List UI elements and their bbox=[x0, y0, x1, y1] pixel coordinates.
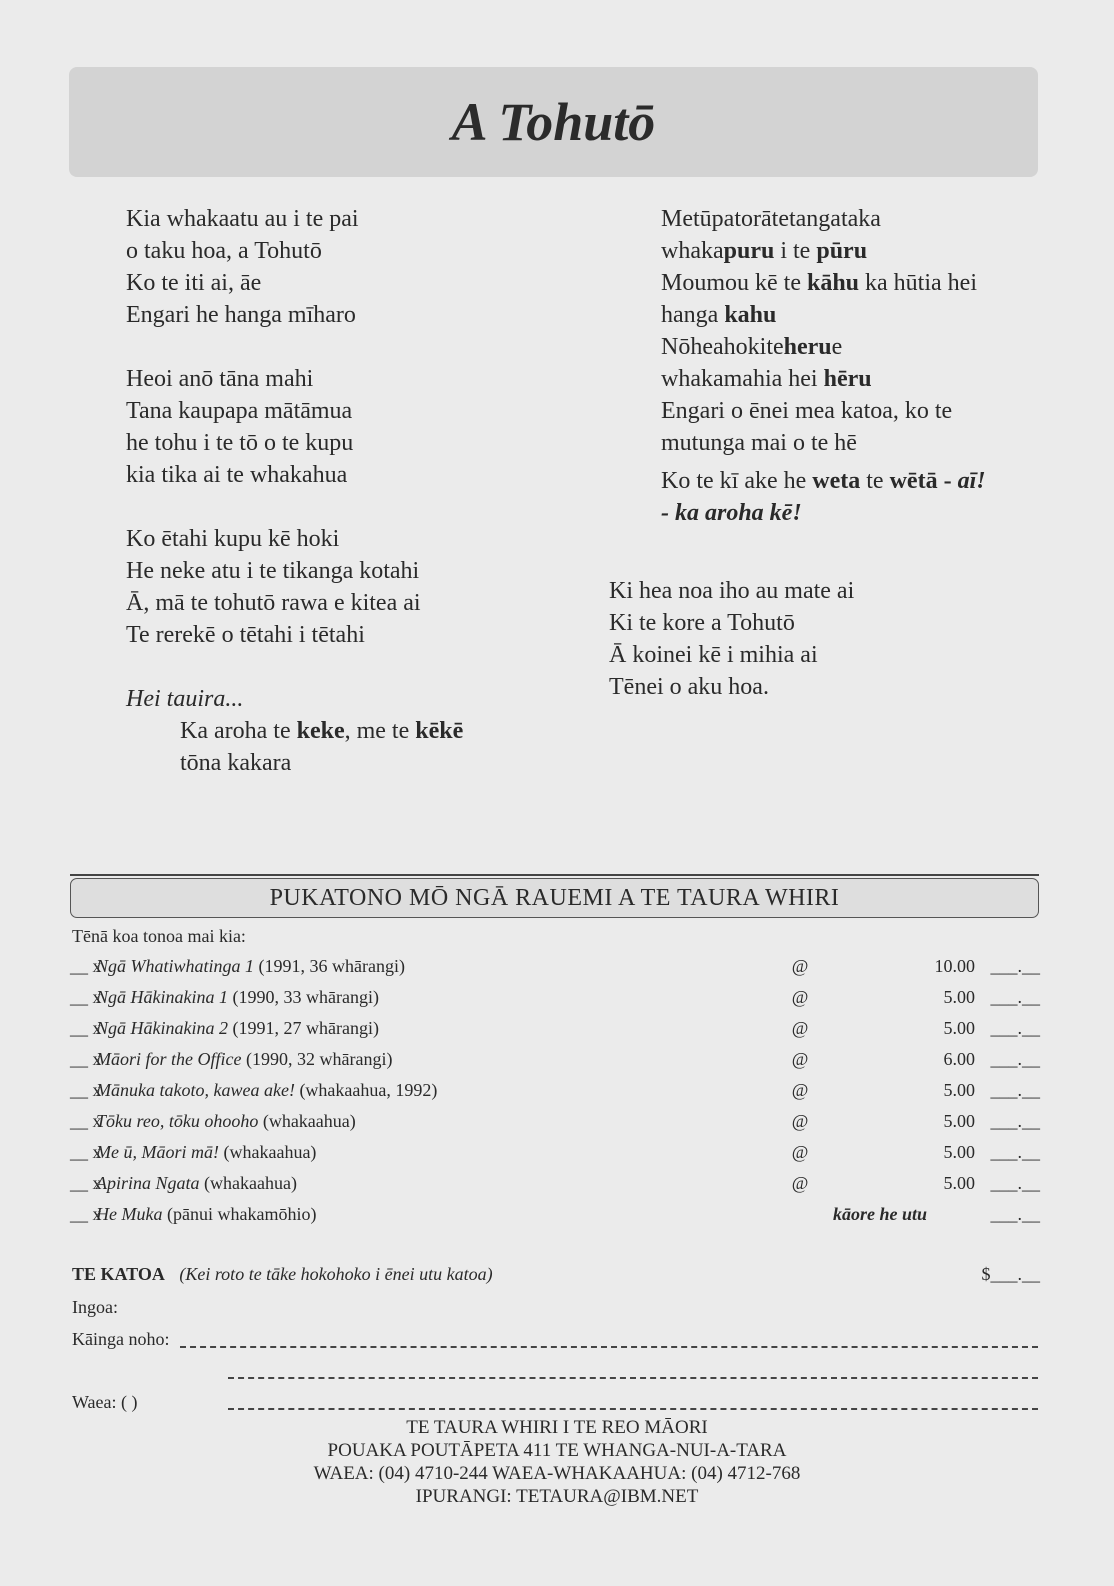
order-item-row bbox=[70, 1080, 1040, 1104]
quantity-field[interactable]: __ x bbox=[70, 1173, 102, 1193]
phone-field-line[interactable] bbox=[228, 1408, 1038, 1410]
item-description: Ngā Hākinakina 1 (1990, 33 whārangi) bbox=[96, 987, 379, 1007]
total-note: (Kei roto te tāke hokohoko i ēnei utu katoa) bbox=[179, 1264, 493, 1284]
order-item-row bbox=[70, 956, 1040, 980]
item-description: Mānuka takoto, kawea ake! (whakaahua, 1992) bbox=[96, 1080, 438, 1100]
poem-line: Te rerekē o tētahi i tētahi bbox=[126, 622, 365, 648]
item-description: Tōku reo, tōku ohooho (whakaahua) bbox=[96, 1111, 356, 1131]
quantity-field[interactable]: __ x bbox=[70, 1049, 102, 1069]
item-price: kāore he utu bbox=[832, 1204, 928, 1224]
item-price: 6.00 bbox=[943, 1049, 975, 1069]
poem-line: whakapuru i te pūru bbox=[661, 238, 868, 264]
poem-line: Ā koinei kē i mihia ai bbox=[609, 642, 818, 668]
item-description: Māori for the Office (1990, 32 whārangi) bbox=[96, 1049, 393, 1069]
item-price: 5.00 bbox=[943, 1080, 975, 1100]
poem-line: Engari he hanga mīharo bbox=[126, 302, 356, 328]
poem-line: he tohu i te tō o te kupu bbox=[126, 430, 354, 456]
title-banner bbox=[69, 67, 1038, 177]
poem-left-column bbox=[126, 203, 463, 779]
order-item-row bbox=[70, 1204, 1040, 1228]
at-symbol: @ bbox=[791, 1080, 809, 1100]
line-total-field[interactable]: ___.__ bbox=[990, 1018, 1040, 1038]
poem-line: Tēnei o aku hoa. bbox=[609, 674, 769, 700]
poem-line: Nōheahokiteherue bbox=[661, 334, 843, 360]
item-price: 5.00 bbox=[943, 1173, 975, 1193]
poem-line: Ki te kore a Tohutō bbox=[609, 610, 795, 636]
poem-line: o taku hoa, a Tohutō bbox=[126, 238, 322, 264]
order-form-header: PUKATONO MŌ NGĀ RAUEMI A TE TAURA WHIRI bbox=[70, 878, 1039, 918]
at-symbol: @ bbox=[791, 1018, 809, 1038]
line-total-field[interactable]: ___.__ bbox=[990, 1173, 1040, 1193]
poem-final-stanza bbox=[609, 575, 854, 703]
poem-line: hanga kahu bbox=[661, 302, 777, 328]
poem-line: Ā, mā te tohutō rawa e kitea ai bbox=[126, 590, 421, 616]
phone-label: Waea: ( ) bbox=[72, 1392, 138, 1412]
poem-line: Ko te kī ake he weta te wētā - aī! bbox=[661, 468, 986, 494]
footer-address bbox=[0, 1416, 1114, 1508]
total-amount-field[interactable]: $___.__ bbox=[981, 1264, 1040, 1284]
address-label: Kāinga noho: bbox=[72, 1329, 170, 1349]
at-symbol: @ bbox=[791, 956, 809, 976]
total-label: TE KATOA bbox=[72, 1264, 165, 1284]
example-line: Ka aroha te keke, me te kēkē bbox=[180, 718, 464, 744]
line-total-field[interactable]: ___.__ bbox=[990, 1142, 1040, 1162]
item-description: Ngā Whatiwhatinga 1 (1991, 36 whārangi) bbox=[96, 956, 405, 976]
footer-line: IPURANGI: TETAURA@IBM.NET bbox=[415, 1486, 699, 1507]
item-price: 5.00 bbox=[943, 1018, 975, 1038]
at-symbol: @ bbox=[791, 1049, 809, 1069]
quantity-field[interactable]: __ x bbox=[70, 1204, 102, 1224]
item-description: Ngā Hākinakina 2 (1991, 27 whārangi) bbox=[96, 1018, 379, 1038]
footer-line: POUAKA POUTĀPETA 411 TE WHANGA-NUI-A-TARA bbox=[327, 1440, 787, 1461]
poem-line: Heoi anō tāna mahi bbox=[126, 366, 314, 392]
poem-line: - ka aroha kē! bbox=[661, 500, 802, 526]
poem-line: Metūpatorātetangataka bbox=[661, 206, 881, 232]
order-item-row bbox=[70, 1142, 1040, 1166]
order-item-row bbox=[70, 987, 1040, 1011]
at-symbol: @ bbox=[791, 1111, 809, 1131]
example-intro: Hei tauira... bbox=[126, 686, 244, 712]
quantity-field[interactable]: __ x bbox=[70, 956, 102, 976]
at-symbol: @ bbox=[791, 987, 809, 1007]
section-divider bbox=[70, 874, 1039, 876]
poem-line: Engari o ēnei mea katoa, ko te bbox=[661, 398, 953, 424]
line-total-field[interactable]: ___.__ bbox=[990, 1111, 1040, 1131]
address-field-line-2[interactable] bbox=[228, 1377, 1038, 1379]
quantity-field[interactable]: __ x bbox=[70, 1080, 102, 1100]
poem-line: He neke atu i te tikanga kotahi bbox=[126, 558, 420, 584]
footer-line: WAEA: (04) 4710-244 WAEA-WHAKAAHUA: (04) 4712-768 bbox=[313, 1463, 801, 1484]
quantity-field[interactable]: __ x bbox=[70, 1142, 102, 1162]
line-total-field[interactable]: ___.__ bbox=[990, 987, 1040, 1007]
poem-line: Ki hea noa iho au mate ai bbox=[609, 578, 855, 604]
poem-line: Moumou kē te kāhu ka hūtia hei bbox=[661, 270, 977, 296]
order-item-row bbox=[70, 1018, 1040, 1042]
poem-line: Ko te iti ai, āe bbox=[126, 270, 262, 296]
item-description: He Muka (pānui whakamōhio) bbox=[96, 1204, 317, 1224]
order-intro: Tēnā koa tonoa mai kia: bbox=[72, 926, 246, 946]
poem-line: mutunga mai o te hē bbox=[661, 430, 857, 456]
poem-line: Tana kaupapa mātāmua bbox=[126, 398, 353, 424]
line-total-field[interactable]: ___.__ bbox=[990, 1080, 1040, 1100]
line-total-field[interactable]: ___.__ bbox=[990, 956, 1040, 976]
item-price: 10.00 bbox=[934, 956, 975, 976]
quantity-field[interactable]: __ x bbox=[70, 1111, 102, 1131]
line-total-field[interactable]: ___.__ bbox=[990, 1049, 1040, 1069]
footer-line: TE TAURA WHIRI I TE REO MĀORI bbox=[406, 1417, 708, 1438]
order-item-row bbox=[70, 1049, 1040, 1073]
quantity-field[interactable]: __ x bbox=[70, 987, 102, 1007]
item-price: 5.00 bbox=[943, 987, 975, 1007]
poem-line: Ko ētahi kupu kē hoki bbox=[126, 526, 340, 552]
item-description: Me ū, Māori mā! (whakaahua) bbox=[96, 1142, 317, 1162]
line-total-field[interactable]: ___.__ bbox=[990, 1204, 1040, 1224]
item-price: 5.00 bbox=[943, 1111, 975, 1131]
poem-line: Kia whakaatu au i te pai bbox=[126, 206, 359, 232]
at-symbol: @ bbox=[791, 1173, 809, 1193]
at-symbol: @ bbox=[791, 1142, 809, 1162]
total-row bbox=[72, 1264, 1040, 1285]
item-price: 5.00 bbox=[943, 1142, 975, 1162]
poem-right-column bbox=[661, 203, 986, 529]
order-item-row bbox=[70, 1111, 1040, 1135]
address-field-line-1[interactable] bbox=[180, 1346, 1038, 1348]
name-label: Ingoa: bbox=[72, 1297, 118, 1317]
poem-line: kia tika ai te whakahua bbox=[126, 462, 348, 488]
poem-line: whakamahia hei hēru bbox=[661, 366, 872, 392]
item-description: Apirina Ngata (whakaahua) bbox=[96, 1173, 297, 1193]
page-title: A Tohutō bbox=[451, 92, 656, 152]
quantity-field[interactable]: __ x bbox=[70, 1018, 102, 1038]
example-line: tōna kakara bbox=[180, 750, 292, 776]
order-item-row bbox=[70, 1173, 1040, 1197]
